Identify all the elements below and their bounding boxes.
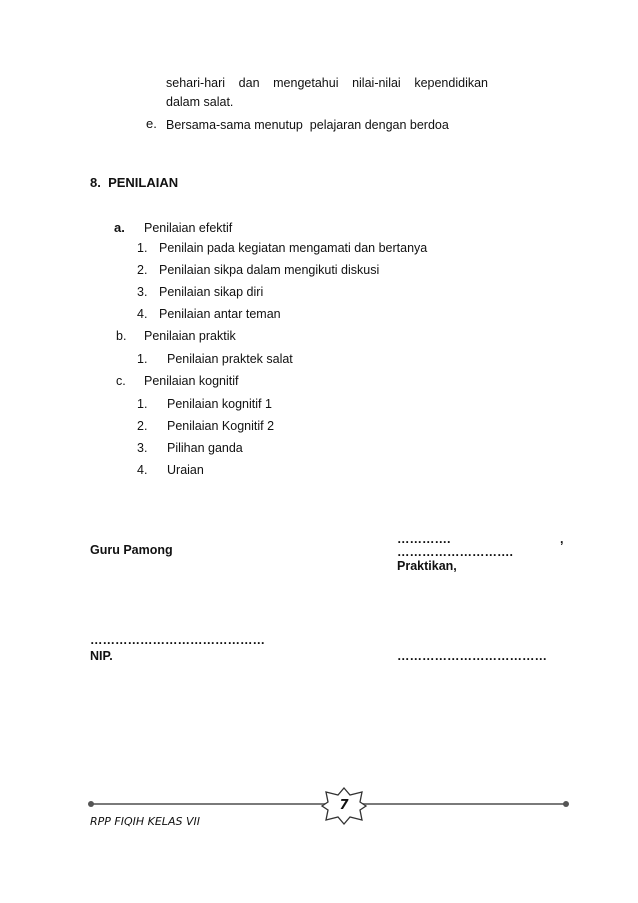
list-item: Penilaian sikpa dalam mengikuti diskusi (159, 263, 380, 277)
list-item-number: 4. (137, 307, 148, 321)
sub-b-marker: b. (116, 329, 127, 343)
item-e-marker: e. (146, 116, 157, 131)
place-placeholder: …………. (397, 532, 451, 546)
list-item-number: 2. (137, 419, 148, 433)
list-item: Penilaian praktek salat (167, 352, 293, 366)
word: mengetahui (273, 76, 339, 90)
item-e-text: Bersama-sama menutup pelajaran dengan berdoa (166, 118, 449, 132)
guru-pamong-name-placeholder: …………………………………… (90, 633, 265, 647)
list-item-number: 1. (137, 241, 148, 255)
list-item: Penilaian Kognitif 2 (167, 419, 275, 433)
guru-pamong-nip: NIP. (90, 649, 113, 663)
footer-rule-left-dot (88, 801, 94, 807)
list-item: Penilaian kognitif 1 (167, 397, 272, 411)
sub-b-title: Penilaian praktik (144, 329, 236, 343)
list-item: Penilaian antar teman (159, 307, 281, 321)
continuation-line-2: dalam salat. (166, 95, 234, 109)
list-item: Pilihan ganda (167, 441, 243, 455)
date-placeholder: ………………………. (397, 545, 513, 559)
sub-c-title: Penilaian kognitif (144, 374, 239, 388)
list-item-number: 3. (137, 285, 148, 299)
list-item-number: 4. (137, 463, 148, 477)
sub-a-title: Penilaian efektif (144, 221, 233, 235)
sub-a-marker: a. (114, 220, 125, 235)
page-number: 7 (339, 798, 349, 813)
word: kependidikan (414, 76, 488, 90)
footer-doc-title: RPP FIQIH KELAS VII (90, 815, 200, 828)
list-item-number: 1. (137, 352, 148, 366)
list-item: Penilaian sikap diri (159, 285, 264, 299)
list-item-number: 1. (137, 397, 148, 411)
list-item: Uraian (167, 463, 204, 477)
continuation-line-1 (166, 76, 488, 90)
section-heading: 8. PENILAIAN (90, 175, 179, 190)
list-item-number: 3. (137, 441, 148, 455)
list-item: Penilain pada kegiatan mengamati dan bertanya (159, 241, 428, 255)
sub-c-marker: c. (116, 374, 126, 388)
footer-rule-right-dot (563, 801, 569, 807)
place-comma: , (560, 532, 564, 546)
praktikan-name-placeholder: ……………………………… (397, 649, 547, 663)
guru-pamong-title: Guru Pamong (90, 543, 173, 557)
praktikan-title: Praktikan, (397, 559, 457, 573)
word: nilai-nilai (352, 76, 401, 90)
word: dan (238, 76, 260, 90)
list-item-number: 2. (137, 263, 148, 277)
word: sehari-hari (166, 76, 226, 90)
